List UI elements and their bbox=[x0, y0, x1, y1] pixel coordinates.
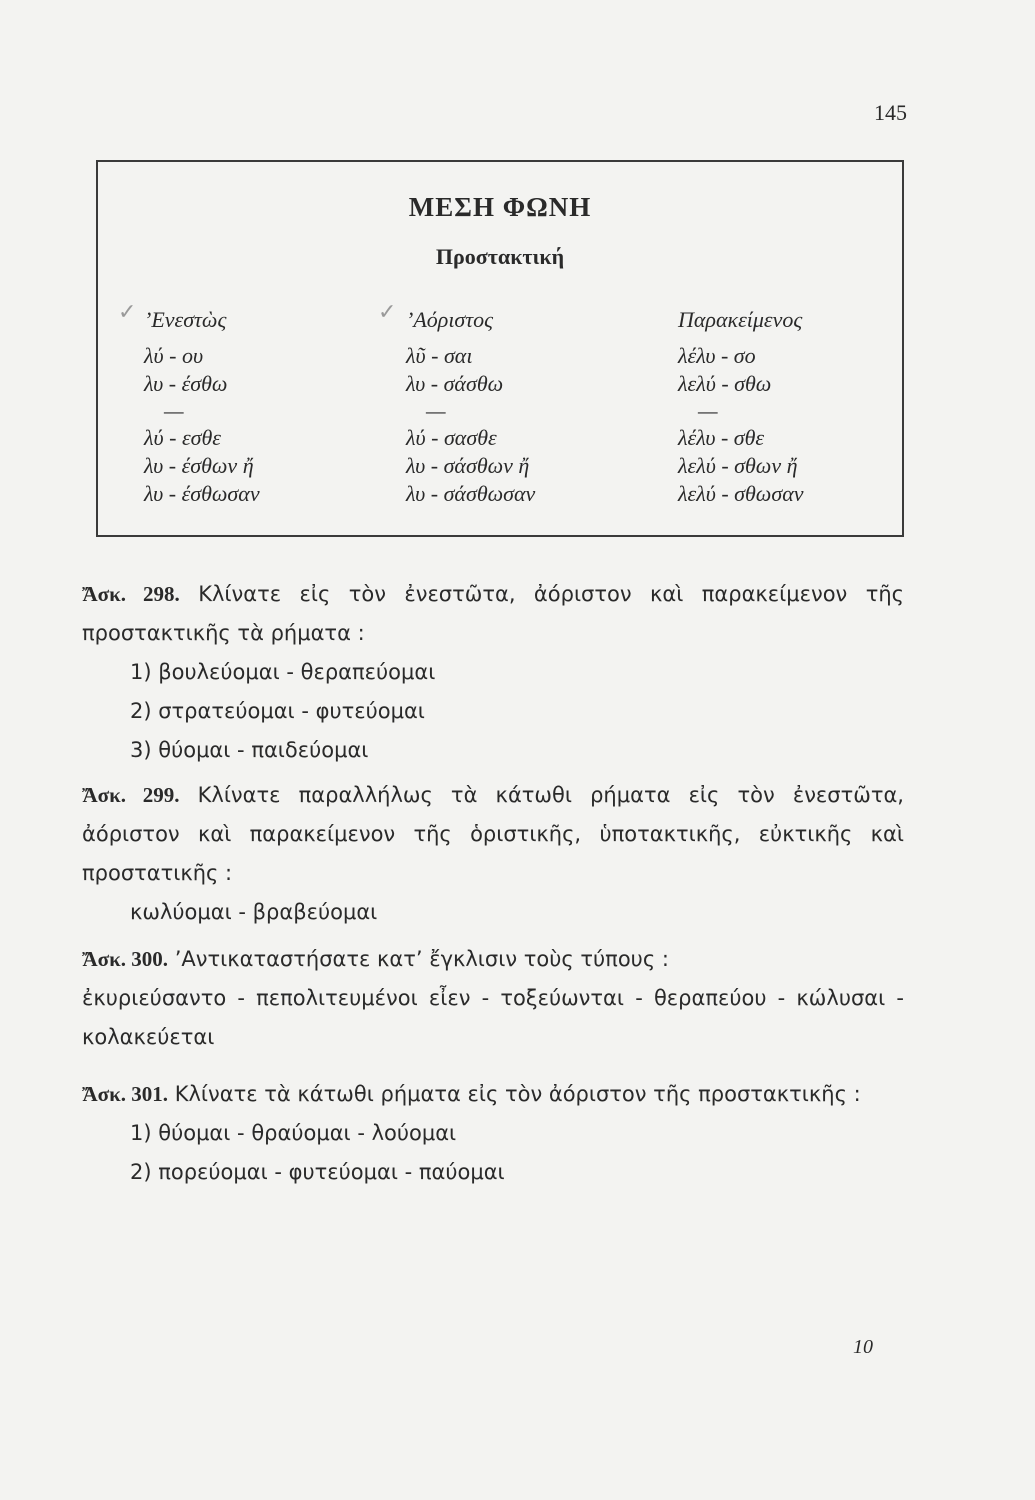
form: λυ - σάσθων ἤ bbox=[406, 453, 530, 478]
column-header: ’Ενεστὼς bbox=[144, 307, 227, 332]
exercise-item: κωλύομαι - βραβεύομαι bbox=[130, 900, 378, 924]
signature-mark: 10 bbox=[853, 1336, 873, 1358]
exercise-prompt bbox=[82, 776, 904, 893]
exercise-label: Ἄσκ. 301. bbox=[82, 1082, 169, 1106]
form: λέλυ - σθε bbox=[678, 425, 765, 450]
form: λύ - εσθε bbox=[144, 425, 221, 450]
separator: — bbox=[698, 398, 718, 423]
exercise-item: 2) πορεύομαι - φυτεύομαι - παύομαι bbox=[130, 1160, 505, 1184]
exercise-prompt bbox=[82, 1075, 904, 1114]
form: λέλυ - σο bbox=[678, 343, 756, 368]
table-subtitle: Προστακτική bbox=[435, 244, 565, 269]
column-aorist bbox=[406, 306, 535, 508]
exercise-label: Ἄσκ. 298. bbox=[82, 582, 180, 606]
exercise-item: ἐκυριεύσαντο - πεπολιτευμένοι εἶεν - τοξεύωνται - θεραπεύου - κώλυσαι - κολακεύεται bbox=[82, 986, 904, 1049]
table-title: ΜΕΣΗ ΦΩΝΗ bbox=[408, 192, 592, 222]
exercise-item: 3) θύομαι - παιδεύομαι bbox=[130, 738, 369, 762]
exercise-item: 1) βουλεύομαι - θεραπεύομαι bbox=[130, 660, 436, 684]
conjugation-table bbox=[96, 160, 904, 537]
exercise-301 bbox=[82, 1075, 904, 1192]
exercise-item: 2) στρατεύομαι - φυτεύομαι bbox=[130, 699, 425, 723]
column-present bbox=[144, 306, 260, 508]
form: λελύ - σθων ἤ bbox=[678, 453, 798, 478]
exercise-text: Κλίνατε τὰ κάτωθι ρήματα εἰς τὸν ἀόριστον τῆς προστακτικῆς : bbox=[174, 1082, 861, 1106]
exercise-text: Κλίνατε παραλλήλως τὰ κάτωθι ρήματα εἰς τὸν ἐνεστῶτα, ἀόριστον καὶ παρακείμενον τῆς ὁριστικῆς, ὑποτακτικῆς, εὐκτικῆς καὶ προστατικῆς : bbox=[82, 783, 904, 885]
form: λυ - έσθω bbox=[144, 371, 228, 396]
separator: — bbox=[426, 398, 446, 423]
form: λυ - σάσθωσαν bbox=[406, 481, 536, 506]
exercise-text: ’Αντικαταστήσατε κατ’ ἔγκλισιν τοὺς τύπους : bbox=[174, 947, 669, 971]
form: λελύ - σθω bbox=[678, 371, 772, 396]
column-perfect bbox=[678, 306, 804, 508]
form: λυ - σάσθω bbox=[406, 371, 504, 396]
form: λελύ - σθωσαν bbox=[678, 481, 804, 506]
exercise-298 bbox=[82, 575, 904, 770]
exercise-299 bbox=[82, 776, 904, 932]
exercise-label: Ἄσκ. 299. bbox=[82, 783, 180, 807]
form: λύ - ου bbox=[144, 343, 204, 368]
exercise-label: Ἄσκ. 300. bbox=[82, 947, 169, 971]
pencil-check-mark: ✓ bbox=[378, 300, 397, 325]
exercise-text: Κλίνατε εἰς τὸν ἐνεστῶτα, ἀόριστον καὶ παρακείμενον τῆς προστακτικῆς τὰ ρήματα : bbox=[82, 582, 904, 645]
page-number: 145 bbox=[874, 100, 907, 125]
form: λυ - έσθωσαν bbox=[144, 481, 260, 506]
exercise-300 bbox=[82, 940, 904, 1057]
form: λυ - έσθων ἤ bbox=[144, 453, 254, 478]
exercise-prompt bbox=[82, 940, 904, 979]
form: λῦ - σαι bbox=[406, 343, 473, 368]
separator: — bbox=[164, 398, 184, 423]
pencil-check-mark: ✓ bbox=[118, 300, 137, 325]
form: λύ - σασθε bbox=[406, 425, 497, 450]
exercise-prompt bbox=[82, 575, 904, 653]
exercise-item: 1) θύομαι - θραύομαι - λούομαι bbox=[130, 1121, 457, 1145]
column-header: ’Αόριστος bbox=[406, 307, 494, 332]
column-header: Παρακείμενος bbox=[678, 307, 803, 332]
